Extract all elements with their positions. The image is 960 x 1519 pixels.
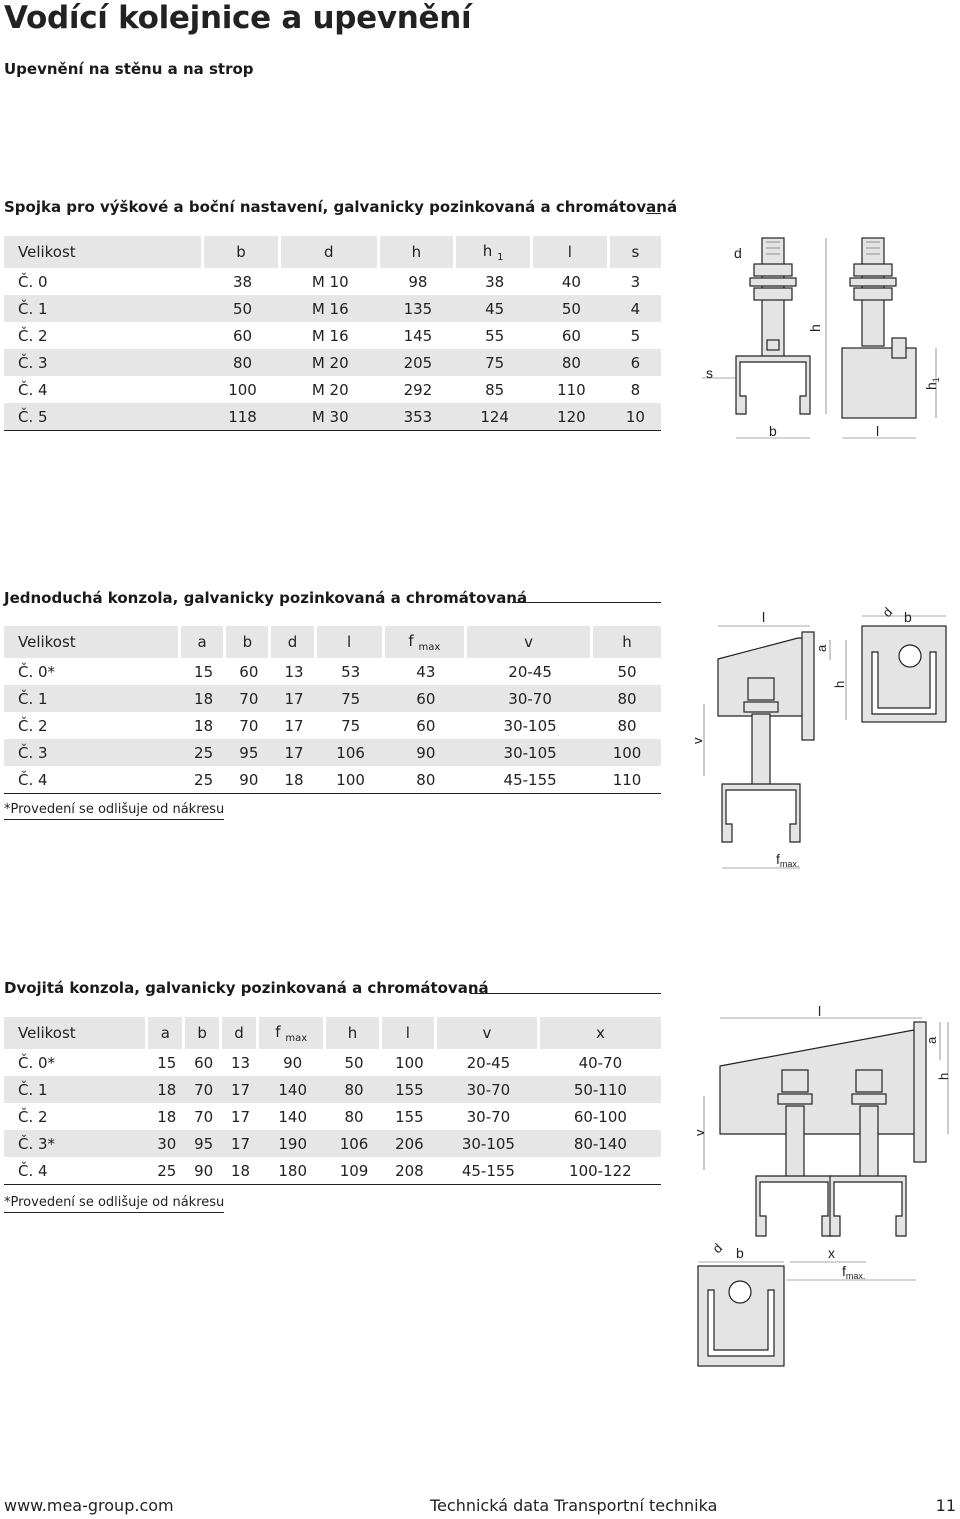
label-h: h <box>936 1072 951 1080</box>
section1-title: Spojka pro výškové a boční nastavení, galvanicky pozinkovaná a chromátovaná <box>4 198 678 216</box>
table-cell: 45 <box>456 295 533 322</box>
table-cell: 45-155 <box>467 766 593 794</box>
table-cell: 109 <box>326 1157 381 1185</box>
table-cell: 17 <box>284 716 304 735</box>
table-header-row <box>4 626 661 658</box>
threaded-rod <box>786 1106 804 1178</box>
column-header: f $_{max}$ <box>259 1017 326 1049</box>
label-l: l <box>818 1003 822 1019</box>
table-row <box>4 322 661 349</box>
column-header: Velikost <box>4 1017 148 1049</box>
column-header: b <box>185 1017 222 1049</box>
nut <box>754 288 792 300</box>
column-header: f $_{max}$ <box>385 626 468 658</box>
section2-rule <box>512 602 661 603</box>
table-header-row <box>4 1017 661 1049</box>
section3-title: Dvojitá konzola, galvanicky pozinkovaná a chromátovaná <box>4 979 489 997</box>
label-h: h <box>832 680 847 688</box>
table-cell: 60 <box>416 716 436 735</box>
table-cell: 15 <box>194 662 214 681</box>
page-title: Vodící kolejnice a upevnění <box>4 0 472 36</box>
column-header: a <box>181 626 226 658</box>
table-cell: 20-45 <box>466 1053 511 1072</box>
table-cell: 30 <box>148 1130 185 1157</box>
wall-plate <box>802 632 814 740</box>
table-cell: 5 <box>630 326 641 345</box>
column-header: d <box>271 626 316 658</box>
label-d: d <box>709 1240 726 1257</box>
table-cell: Č. 2 <box>18 716 48 735</box>
table-cell: 55 <box>485 326 505 345</box>
table-cell: 90 <box>283 1053 303 1072</box>
table-cell: 50 <box>533 295 610 322</box>
label-a: a <box>814 644 829 652</box>
rail-profile <box>722 784 800 842</box>
table-cell: Č. 1 <box>4 685 181 712</box>
table-cell: 75 <box>341 716 361 735</box>
table-cell: 70 <box>185 1076 222 1103</box>
table-cell: 60 <box>194 1053 214 1072</box>
table-cell: M 16 <box>281 295 380 322</box>
table-cell: 70 <box>226 685 271 712</box>
column-header: l <box>317 626 385 658</box>
label-a: a <box>924 1036 939 1044</box>
table-row <box>4 1157 661 1185</box>
table-row <box>4 268 661 295</box>
table-cell: Č. 3 <box>4 739 181 766</box>
table-row <box>4 1103 661 1130</box>
label-d: d <box>879 604 896 621</box>
table-cell: 3 <box>630 272 641 291</box>
table-cell: Č. 4 <box>4 1157 148 1185</box>
table-cell: 17 <box>271 685 316 712</box>
table-cell: 140 <box>278 1107 308 1126</box>
table-cell: 90 <box>226 766 271 794</box>
column-header: l <box>382 1017 437 1049</box>
page-number: 11 <box>935 1496 956 1515</box>
column-header: h $_1$ <box>456 236 533 268</box>
single-bracket-diagram <box>690 604 958 878</box>
mounting-hole <box>729 1281 751 1303</box>
table-cell: 106 <box>326 1130 381 1157</box>
label-s: s <box>706 365 713 381</box>
table-cell: Č. 5 <box>4 403 204 431</box>
table-cell: 13 <box>284 662 304 681</box>
section2-title: Jednoduchá konzola, galvanicky pozinkovaná a chromátovaná <box>4 589 528 607</box>
table-row <box>4 349 661 376</box>
column-header: b <box>204 236 281 268</box>
label-fmax: $f_{max.}$ <box>776 851 800 869</box>
table-row <box>4 658 661 685</box>
table-cell: 50 <box>617 662 637 681</box>
table-cell: 95 <box>226 739 271 766</box>
table-cell: 80 <box>617 716 637 735</box>
table-cell: 38 <box>485 272 505 291</box>
table-cell: 80 <box>385 766 468 794</box>
coupling-table <box>4 236 661 431</box>
table-cell: 155 <box>395 1107 424 1126</box>
section3-rule <box>470 993 661 994</box>
table-cell: 18 <box>222 1157 259 1185</box>
table-cell: Č. 3 <box>4 349 204 376</box>
table-cell: 180 <box>259 1157 326 1185</box>
table-cell: 124 <box>456 403 533 431</box>
column-header: Velikost <box>4 236 204 268</box>
washer <box>750 278 796 286</box>
table-cell: 60 <box>232 326 253 345</box>
table-cell: 30-70 <box>466 1107 511 1126</box>
table-cell: 60 <box>385 685 468 712</box>
table-row <box>4 712 661 739</box>
table-cell: 50 <box>204 295 281 322</box>
table-cell: 206 <box>382 1130 437 1157</box>
column-header: s <box>610 236 661 268</box>
label-h: h <box>807 324 823 332</box>
column-header: x <box>540 1017 661 1049</box>
table-cell: Č. 0* <box>18 1053 56 1072</box>
table-cell: 60 <box>239 662 259 681</box>
table-cell: 18 <box>148 1076 185 1103</box>
table-cell: 90 <box>185 1157 222 1185</box>
table-cell: 120 <box>533 403 610 431</box>
table-cell: 80 <box>344 1107 364 1126</box>
table-cell: 70 <box>239 716 259 735</box>
table-cell: 106 <box>317 739 385 766</box>
column-header: h <box>326 1017 381 1049</box>
table-cell: 8 <box>630 380 641 399</box>
table-row <box>4 1130 661 1157</box>
table-cell: 18 <box>181 685 226 712</box>
table-cell: Č. 4 <box>18 380 48 399</box>
table-cell: 30-105 <box>437 1130 540 1157</box>
table-cell: 50 <box>344 1053 364 1072</box>
label-b: b <box>769 423 777 439</box>
table-cell: 50-110 <box>540 1076 661 1103</box>
table-cell: 30-70 <box>467 685 593 712</box>
table-cell: 155 <box>382 1076 437 1103</box>
label-l: l <box>762 609 766 625</box>
page-subtitle: Upevnění na stěnu a na strop <box>4 60 254 78</box>
table-cell: M 20 <box>311 380 349 399</box>
mounting-hole <box>899 645 921 667</box>
table-cell: Č. 1 <box>4 1076 148 1103</box>
table-cell: 40-70 <box>578 1053 623 1072</box>
table-cell: 17 <box>231 1107 251 1126</box>
column-header: b <box>226 626 271 658</box>
rail-profile <box>736 356 810 414</box>
table-cell: 17 <box>271 739 316 766</box>
table-cell: M 16 <box>311 326 349 345</box>
table-row <box>4 295 661 322</box>
table-cell: 20-45 <box>508 662 552 681</box>
threaded-rod <box>752 714 770 786</box>
section1-rule <box>646 213 661 214</box>
table-cell: 80 <box>533 349 610 376</box>
table-cell: Č. 2 <box>18 1107 48 1126</box>
table-cell: 208 <box>382 1157 437 1185</box>
nut <box>754 264 792 276</box>
rail-profile <box>830 1176 906 1236</box>
double-bracket-table <box>4 1017 661 1185</box>
label-x: x <box>828 1245 835 1261</box>
table-cell: 80 <box>593 685 661 712</box>
footer-center: Technická data Transportní technika <box>430 1496 718 1515</box>
table-row <box>4 1049 661 1076</box>
table-cell: 18 <box>157 1107 177 1126</box>
table-cell: M 30 <box>281 403 380 431</box>
label-h1: $h_1$ <box>923 377 941 390</box>
label-v: v <box>692 1129 707 1136</box>
table-cell: 140 <box>259 1076 326 1103</box>
column-header: h <box>593 626 661 658</box>
table-cell: 45-155 <box>437 1157 540 1185</box>
table-cell: 118 <box>204 403 281 431</box>
section3-note: *Provedení se odlišuje od nákresu <box>4 1195 224 1213</box>
table-cell: 80-140 <box>540 1130 661 1157</box>
table-cell: 30-70 <box>437 1076 540 1103</box>
table-cell: 25 <box>148 1157 185 1185</box>
table-cell: 205 <box>380 349 457 376</box>
table-cell: Č. 1 <box>4 295 204 322</box>
table-cell: 145 <box>403 326 433 345</box>
column-header: v <box>437 1017 540 1049</box>
double-bracket-diagram <box>690 1000 958 1370</box>
table-cell: 100 <box>395 1053 424 1072</box>
rail-profile <box>756 1176 832 1236</box>
label-l: l <box>876 423 880 439</box>
table-row <box>4 376 661 403</box>
table-cell: M 10 <box>311 272 349 291</box>
single-bracket-table <box>4 626 661 794</box>
table-cell: Č. 0* <box>18 662 56 681</box>
label-d: d <box>734 245 742 261</box>
table-cell: 10 <box>610 403 661 431</box>
table-cell: 43 <box>416 662 436 681</box>
table-row <box>4 1076 661 1103</box>
table-header-row <box>4 236 661 268</box>
table-cell: 135 <box>380 295 457 322</box>
table-cell: 292 <box>403 380 433 399</box>
table-cell: 13 <box>231 1053 251 1072</box>
table-cell: 18 <box>194 716 214 735</box>
table-cell: 90 <box>385 739 468 766</box>
column-header: a <box>148 1017 185 1049</box>
table-cell: 95 <box>185 1130 222 1157</box>
table-cell: 38 <box>232 272 253 291</box>
column-header: d <box>281 236 380 268</box>
table-cell: 100 <box>228 380 257 399</box>
table-row <box>4 766 661 794</box>
footer-website: www.mea-group.com <box>4 1496 174 1515</box>
table-cell: 17 <box>222 1076 259 1103</box>
table-cell: 100 <box>317 766 385 794</box>
table-cell: 30-105 <box>467 739 593 766</box>
table-cell: Č. 4 <box>4 766 181 794</box>
table-cell: 80 <box>204 349 281 376</box>
table-row <box>4 685 661 712</box>
table-cell: M 20 <box>281 349 380 376</box>
table-cell: 15 <box>157 1053 177 1072</box>
table-cell: 18 <box>271 766 316 794</box>
table-cell: 6 <box>610 349 661 376</box>
table-row <box>4 739 661 766</box>
table-cell: 4 <box>610 295 661 322</box>
table-cell: 110 <box>557 380 586 399</box>
table-cell: 85 <box>485 380 505 399</box>
table-cell: 60 <box>561 326 581 345</box>
table-row <box>4 403 661 431</box>
table-cell: 25 <box>181 739 226 766</box>
column-header: v <box>467 626 593 658</box>
label-v: v <box>690 737 705 744</box>
column-header: h <box>380 236 457 268</box>
table-cell: 353 <box>380 403 457 431</box>
label-b: b <box>904 609 912 625</box>
table-cell: 110 <box>593 766 661 794</box>
column-header: l <box>533 236 610 268</box>
table-cell: 75 <box>317 685 385 712</box>
table-cell: Č. 2 <box>18 326 48 345</box>
table-cell: 100-122 <box>540 1157 661 1185</box>
table-cell: 40 <box>561 272 581 291</box>
bracket-arm <box>720 1030 922 1134</box>
table-cell: 70 <box>194 1107 214 1126</box>
table-cell: 17 <box>222 1130 259 1157</box>
table-cell: 190 <box>259 1130 326 1157</box>
section2-note: *Provedení se odlišuje od nákresu <box>4 802 224 820</box>
table-cell: Č. 0 <box>18 272 48 291</box>
table-cell: 60-100 <box>573 1107 627 1126</box>
table-cell: 53 <box>341 662 361 681</box>
table-cell: 25 <box>181 766 226 794</box>
column-header: d <box>222 1017 259 1049</box>
table-cell: 98 <box>408 272 428 291</box>
label-fmax: $f_{max.}$ <box>842 1263 866 1281</box>
label-b: b <box>736 1245 744 1261</box>
column-header: Velikost <box>4 626 181 658</box>
table-cell: 100 <box>593 739 661 766</box>
table-cell: 30-105 <box>503 716 557 735</box>
coupling-diagram <box>696 228 956 443</box>
table-cell: 80 <box>326 1076 381 1103</box>
table-cell: Č. 3* <box>4 1130 148 1157</box>
table-cell: 75 <box>456 349 533 376</box>
threaded-rod <box>860 1106 878 1178</box>
